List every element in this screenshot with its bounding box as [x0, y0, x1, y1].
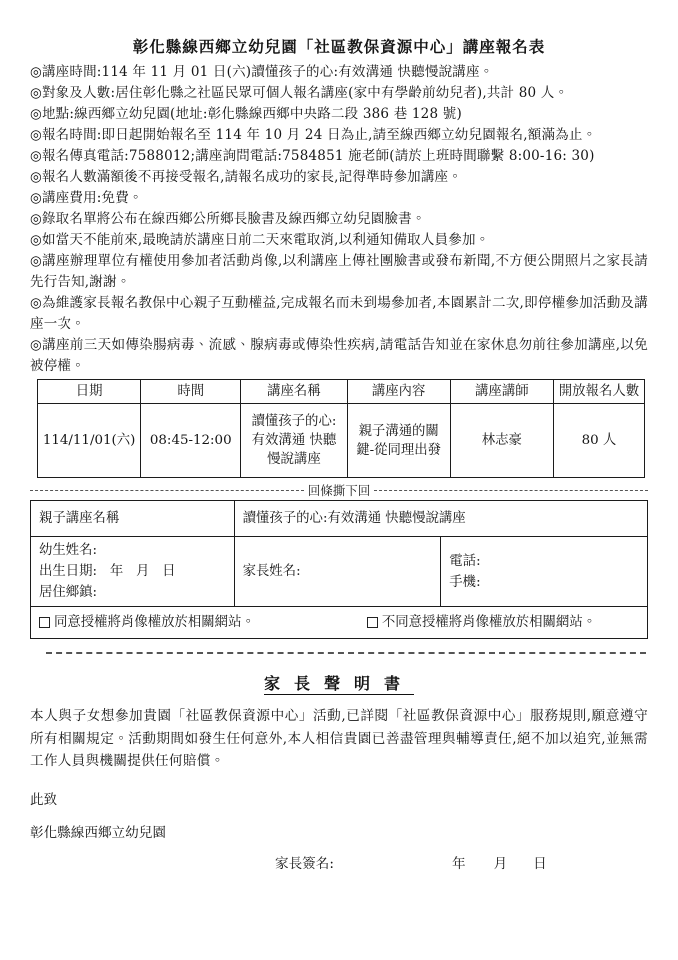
residence-field: 居住鄉鎮: — [39, 585, 98, 600]
cell-time: 08:45-12:00 — [141, 404, 241, 478]
child-name-field: 幼生姓名: — [39, 543, 98, 558]
header-lecturer: 講座講師 — [450, 380, 553, 404]
signature-label: 家長簽名: — [275, 855, 334, 872]
signature-day-label: 日 — [533, 855, 547, 872]
notice-list — [30, 62, 648, 377]
cell-lecturer: 林志豪 — [450, 404, 553, 478]
tear-off-separator — [30, 481, 648, 499]
notice-item: ◎講座辦理單位有權使用參加者活動肖像,以利講座上傳社團臉書或發布新聞,不方便公開照片之家長請先行告知,謝謝。 — [30, 253, 648, 290]
header-content: 講座內容 — [347, 380, 450, 404]
notice-item: ◎地點:線西鄉立幼兒園(地址:彰化縣線西鄉中央路二段 386 巷 128 號) — [30, 106, 462, 122]
declaration-title: 家長聲明書 — [263, 674, 414, 693]
schedule-header-row — [38, 380, 645, 404]
reply-row-fields — [31, 537, 648, 607]
notice-item: ◎報名人數滿額後不再接受報名,請報名成功的家長,記得準時參加講座。 — [30, 169, 462, 185]
birth-date-field: 出生日期: 年 月 日 — [39, 564, 176, 579]
parent-name-field: 家長姓名: — [234, 537, 441, 607]
reply-row-lecture — [31, 501, 648, 537]
tear-off-label: 回條撕下回 — [307, 483, 371, 498]
lecture-schedule-table — [37, 379, 645, 478]
checkbox-disagree-icon[interactable] — [367, 617, 378, 628]
header-date: 日期 — [38, 380, 141, 404]
notice-item: ◎如當天不能前來,最晚請於講座日前二天來電取消,以利通知備取人員參加。 — [30, 232, 490, 248]
header-quota: 開放報名人數 — [553, 380, 644, 404]
lecture-name-value: 讀懂孩子的心:有效溝通 快聽慢說講座 — [234, 501, 647, 537]
notice-item: ◎講座前三天如傳染腸病毒、流感、腺病毒或傳染性疾病,請電話告知並在家休息勿前往參加講座,以免被停權。 — [30, 337, 648, 374]
consent-disagree-label: 不同意授權將肖像權放於相關網站。 — [381, 615, 597, 630]
consent-agree-option[interactable] — [39, 612, 255, 633]
header-name: 講座名稱 — [241, 380, 347, 404]
consent-cell — [31, 607, 648, 639]
salutation: 此致 — [30, 791, 58, 808]
dashed-line — [30, 490, 304, 491]
notice-item: ◎為維護家長報名教保中心親子互動權益,完成報名而未到場參加者,本園累計二次,即停權參加活動及講座一次。 — [30, 295, 648, 332]
notice-item: ◎報名時間:即日起開始報名至 114 年 10 月 24 日為止,請至線西鄉立幼兒園報名,額滿為止。 — [30, 127, 597, 143]
notice-item: ◎對象及人數:居住彰化縣之社區民眾可個人報名講座(家中有學齡前幼兒者),共計 80 人。 — [30, 85, 569, 101]
notice-item: ◎錄取名單將公布在線西鄉公所鄉長臉書及線西鄉立幼兒園臉書。 — [30, 211, 426, 227]
mobile-field: 手機: — [449, 574, 481, 590]
child-info-cell — [31, 537, 235, 607]
cell-quota: 80 人 — [553, 404, 644, 478]
addressee: 彰化縣線西鄉立幼兒園 — [30, 824, 166, 841]
page-title: 彰化縣線西鄉立幼兒園「社區教保資源中心」講座報名表 — [132, 37, 546, 56]
cell-date: 114/11/01(六) — [38, 404, 141, 478]
reply-slip-table — [30, 500, 648, 639]
header-time: 時間 — [141, 380, 241, 404]
signature-row — [30, 852, 648, 872]
signature-month-label: 月 — [493, 855, 508, 872]
notice-item: ◎講座費用:免費。 — [30, 190, 143, 206]
cell-content: 親子溝通的關鍵-從同理出發 — [347, 404, 450, 478]
notice-item: ◎報名傳真電話:7588012;講座詢問電話:7584851 施老師(請於上班時間聯繫 8:00-16: 30) — [30, 148, 595, 164]
dashed-line — [374, 490, 648, 491]
consent-agree-label: 同意授權將肖像權放於相關網站。 — [54, 615, 255, 630]
section-separator-dashed — [46, 652, 646, 654]
signature-year-label: 年 — [451, 855, 466, 872]
phone-field: 電話: — [449, 553, 481, 569]
reply-row-consent — [31, 607, 648, 639]
checkbox-agree-icon[interactable] — [39, 617, 50, 628]
notice-item: ◎講座時間:114 年 11 月 01 日(六)讀懂孩子的心:有效溝通 快聽慢說講座。 — [30, 64, 494, 80]
declaration-body: 本人與子女想參加貴園「社區教保資源中心」活動,已詳閱「社區教保資源中心」服務規則,願意遵守所有相關規定。活動期間如發生任何意外,本人相信貴園已善盡管理與輔導責任,絕不加以追究,並無需工作人員與機關提供任何賠償。 — [30, 708, 648, 769]
consent-disagree-option[interactable] — [367, 612, 596, 633]
contact-cell — [441, 537, 648, 607]
cell-name: 讀懂孩子的心:有效溝通 快聽慢說講座 — [241, 404, 347, 478]
lecture-name-label: 親子講座名稱 — [31, 501, 235, 537]
schedule-row — [38, 404, 645, 478]
